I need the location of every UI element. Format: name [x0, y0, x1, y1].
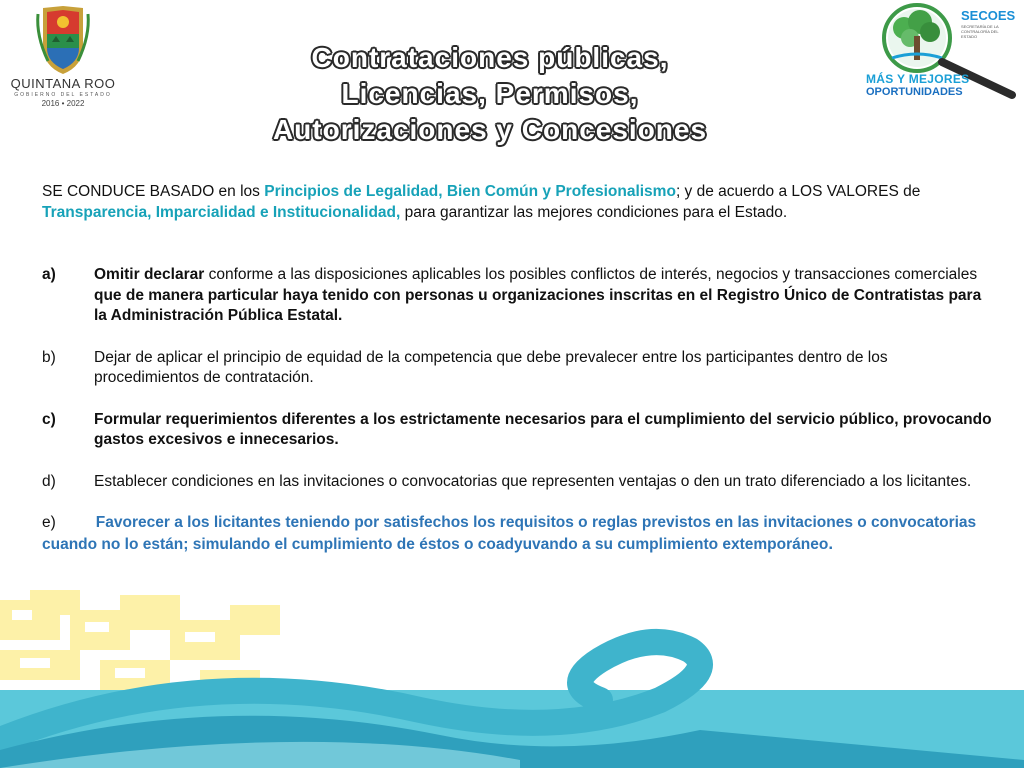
quintana-roo-logo [8, 6, 118, 106]
intro-values: Transparencia, Imparcialidad e Institucionalidad, [42, 203, 401, 221]
secoes-logo [862, 0, 1022, 110]
item-text: Formular requerimientos diferentes a los estrictamente necesarios para el cumplimiento del servicio público, provocando gastos excesivos e innecesarios. [94, 410, 992, 448]
intro-text-1: SE CONDUCE BASADO en los [42, 183, 265, 200]
list-item-c [42, 410, 992, 451]
wave-decoration [0, 590, 1024, 768]
item-marker: d) [42, 472, 56, 490]
item-e-end: . [828, 533, 834, 553]
item-a-end: que de manera particular haya tenido con personas u organizaciones inscritas en el Registro Único de Contratistas para la Administración Pública Estatal. [94, 286, 982, 324]
intro-text-3: para garantizar las mejores condiciones para el Estado. [400, 203, 788, 221]
list-item-d [42, 472, 992, 493]
item-text: Dejar de aplicar el principio de equidad de la competencia que debe prevalecer entre los participantes dentro de los procedimientos de contratación. [94, 348, 888, 386]
item-marker: b) [42, 348, 56, 366]
intro-paragraph [42, 182, 992, 223]
item-text [94, 265, 992, 327]
item-a-lead: Omitir declarar [94, 266, 205, 283]
item-marker: a) [42, 266, 56, 283]
intro-principles: Principios de Legalidad, Bien Común y Profesionalismo [264, 183, 676, 200]
logo-name: QUINTANA ROO [10, 76, 116, 91]
list-item-e [42, 513, 992, 555]
intro-text-2: ; y de acuerdo a LOS VALORES de [675, 183, 921, 200]
slogan-line1: MÁS Y MEJORES [866, 72, 970, 86]
page-title [230, 40, 750, 148]
title-line-1: Contrataciones públicas, [311, 42, 669, 73]
slogan-line2: OPORTUNIDADES [866, 86, 963, 98]
org-subtitle: SECRETARÍA DE LA CONTRALORÍA DEL ESTADO [961, 24, 999, 39]
item-text: Favorecer a los licitantes teniendo por satisfechos los requisitos o reglas previstos en las invitaciones o convocatorias cuando no lo están; simulando el cumplimiento de éstos o coadyuvando a su cumplimiento extemporáneo [42, 514, 977, 553]
document-body [42, 182, 992, 555]
item-marker: e) [42, 514, 56, 531]
item-marker: c) [42, 410, 56, 428]
org-name: SECOES [961, 8, 1016, 23]
item-a-middle: conforme a las disposiciones aplicables los posibles conflictos de interés, negocios y transacciones comerciales [204, 266, 978, 283]
title-line-2: Licencias, Permisos, [341, 78, 639, 109]
logo-years: 2016 • 2022 [41, 99, 85, 108]
logo-subtitle: GOBIERNO DEL ESTADO [14, 92, 112, 98]
item-text: Establecer condiciones en las invitaciones o convocatorias que representen ventajas o den un trato diferenciado a los licitantes. [94, 472, 972, 490]
list-item-a [42, 265, 992, 327]
title-line-3: Autorizaciones y Concesiones [272, 114, 708, 145]
list-item-b [42, 348, 992, 389]
coat-of-arms-icon [8, 6, 118, 76]
